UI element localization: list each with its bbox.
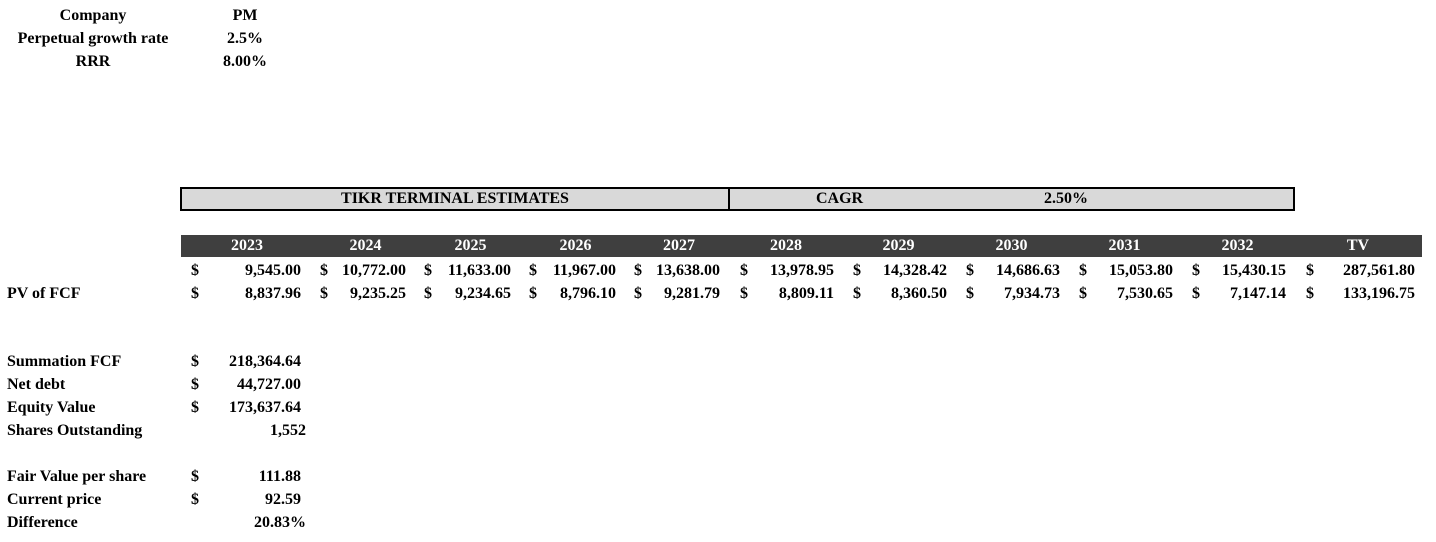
pv-currency-symbol: $ [634, 285, 642, 302]
pv-currency-symbol: $ [424, 285, 432, 302]
tikr-banner-title: TIKR TERMINAL ESTIMATES [341, 190, 569, 207]
pv-of-fcf-label: PV of FCF [7, 285, 81, 302]
pv-value-cell[interactable]: 7,934.73 [1004, 285, 1060, 302]
year-header: 2028 [770, 237, 802, 254]
fcf-value-cell[interactable]: 10,772.00 [342, 262, 406, 279]
summary-currency-symbol: $ [191, 491, 199, 508]
summary-value[interactable]: 173,637.64 [229, 399, 301, 416]
year-header: 2025 [454, 237, 487, 254]
summary-value[interactable]: 218,364.64 [229, 353, 301, 370]
year-header: 2032 [1221, 237, 1254, 254]
pv-currency-symbol: $ [320, 285, 328, 302]
pv-currency-symbol: $ [966, 285, 974, 302]
summary-label: Equity Value [7, 399, 96, 416]
pv-value-cell[interactable]: 8,796.10 [560, 285, 616, 302]
summary-currency-symbol: $ [191, 399, 199, 416]
pv-value-cell[interactable]: 9,234.65 [455, 285, 511, 302]
fcf-currency-symbol: $ [966, 262, 974, 279]
summary-value[interactable]: 44,727.00 [237, 376, 301, 393]
fcf-value-cell[interactable]: 14,686.63 [996, 262, 1060, 279]
growth-rate-label: Perpetual growth rate [17, 30, 169, 47]
summary-label: Net debt [7, 376, 66, 393]
year-header: TV [1346, 237, 1370, 254]
pv-value-cell[interactable]: 9,235.25 [350, 285, 406, 302]
fcf-currency-symbol: $ [424, 262, 432, 279]
year-header: 2031 [1108, 237, 1141, 254]
fcf-value-cell[interactable]: 15,053.80 [1109, 262, 1173, 279]
pv-value-cell[interactable]: 8,809.11 [778, 285, 834, 302]
fcf-value-cell[interactable]: 13,978.95 [770, 262, 834, 279]
cagr-value[interactable]: 2.50% [1044, 190, 1088, 207]
summary-value[interactable]: 1,552 [270, 422, 306, 439]
cagr-banner [728, 187, 1295, 211]
summary-value[interactable]: 92.59 [265, 491, 301, 508]
fcf-currency-symbol: $ [1306, 262, 1314, 279]
fcf-value-cell[interactable]: 287,561.80 [1343, 262, 1415, 279]
fcf-currency-symbol: $ [191, 262, 199, 279]
fcf-value-cell[interactable]: 13,638.00 [656, 262, 720, 279]
pv-currency-symbol: $ [1079, 285, 1087, 302]
pv-value-cell[interactable]: 7,530.65 [1117, 285, 1173, 302]
fcf-currency-symbol: $ [529, 262, 537, 279]
pv-value-cell[interactable]: 9,281.79 [664, 285, 720, 302]
pv-value-cell[interactable]: 8,360.50 [891, 285, 947, 302]
pv-currency-symbol: $ [853, 285, 861, 302]
fcf-value-cell[interactable]: 14,328.42 [883, 262, 947, 279]
year-header: 2030 [995, 237, 1028, 254]
year-header: 2026 [559, 237, 592, 254]
company-label: Company [59, 7, 127, 24]
cagr-label: CAGR [816, 190, 864, 207]
fcf-currency-symbol: $ [1079, 262, 1087, 279]
pv-currency-symbol: $ [740, 285, 748, 302]
summary-value[interactable]: 20.83% [254, 514, 306, 531]
fcf-value-cell[interactable]: 11,633.00 [447, 262, 511, 279]
pv-currency-symbol: $ [529, 285, 537, 302]
year-header: 2024 [349, 237, 382, 254]
fcf-currency-symbol: $ [320, 262, 328, 279]
fcf-currency-symbol: $ [634, 262, 642, 279]
fcf-currency-symbol: $ [853, 262, 861, 279]
year-header: 2029 [882, 237, 915, 254]
fcf-currency-symbol: $ [740, 262, 748, 279]
summary-label: Fair Value per share [7, 468, 147, 485]
fcf-value-cell[interactable]: 9,545.00 [245, 262, 301, 279]
summary-currency-symbol: $ [191, 376, 199, 393]
company-value[interactable]: PM [232, 7, 258, 24]
summary-label: Shares Outstanding [7, 422, 143, 439]
summary-label: Difference [7, 514, 78, 531]
growth-rate-value[interactable]: 2.5% [227, 30, 263, 47]
fcf-value-cell[interactable]: 15,430.15 [1222, 262, 1286, 279]
summary-label: Current price [7, 491, 102, 508]
year-header: 2023 [231, 237, 263, 254]
pv-value-cell[interactable]: 133,196.75 [1343, 285, 1415, 302]
pv-currency-symbol: $ [1306, 285, 1314, 302]
fcf-currency-symbol: $ [1192, 262, 1200, 279]
tikr-banner [180, 187, 730, 211]
rrr-value[interactable]: 8.00% [223, 53, 267, 70]
pv-currency-symbol: $ [1192, 285, 1200, 302]
pv-value-cell[interactable]: 7,147.14 [1230, 285, 1286, 302]
summary-currency-symbol: $ [191, 468, 199, 485]
summary-label: Summation FCF [7, 353, 122, 370]
rrr-label: RRR [75, 53, 111, 70]
fcf-value-cell[interactable]: 11,967.00 [552, 262, 616, 279]
year-header: 2027 [663, 237, 695, 254]
pv-value-cell[interactable]: 8,837.96 [245, 285, 301, 302]
summary-value[interactable]: 111.88 [258, 468, 301, 485]
summary-currency-symbol: $ [191, 353, 199, 370]
pv-currency-symbol: $ [191, 285, 199, 302]
